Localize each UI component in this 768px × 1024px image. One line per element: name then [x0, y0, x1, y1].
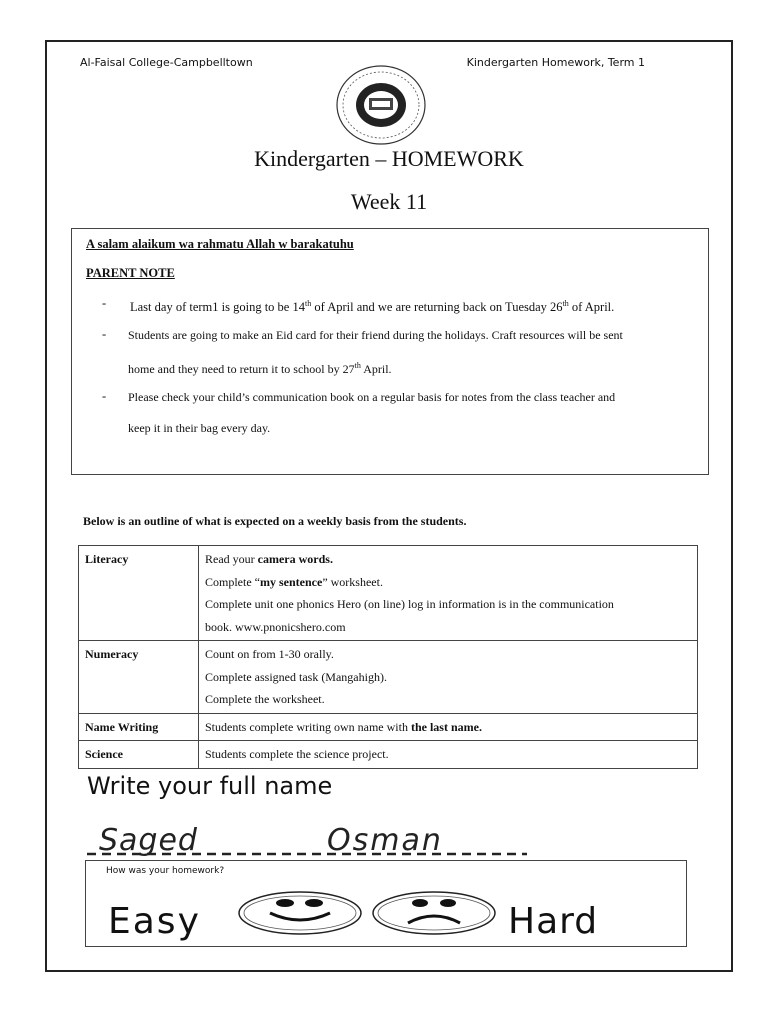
rating-hard-label: Hard	[508, 901, 599, 942]
table-row	[79, 641, 698, 714]
parent-note-box	[71, 228, 709, 475]
subject-science: Science	[79, 741, 199, 769]
note-item-communication-line2: keep it in their bag every day.	[128, 421, 271, 435]
happy-face-icon[interactable]	[236, 889, 364, 937]
page-title: Kindergarten – HOMEWORK	[254, 146, 524, 171]
weekly-tasks-table	[78, 545, 698, 769]
rating-question: How was your homework?	[106, 866, 225, 876]
name-prompt: Write your full name	[87, 772, 333, 800]
rating-easy-label: Easy	[108, 901, 201, 942]
handwritten-name-signature	[87, 812, 527, 864]
bullet-marker: -	[102, 327, 107, 341]
bullet-marker: -	[102, 296, 107, 310]
week-label: Week 11	[350, 189, 428, 214]
table-row	[79, 741, 698, 769]
term-label: Kindergarten Homework, Term 1	[466, 56, 645, 69]
subject-numeracy: Numeracy	[79, 641, 199, 714]
homework-rating-box	[85, 860, 687, 947]
tasks-numeracy: Count on from 1-30 orally. Complete assigned task (Mangahigh). Complete the worksheet.	[199, 641, 698, 714]
school-name: Al-Faisal College-Campbelltown	[80, 56, 253, 69]
svg-text:Saged: Saged	[99, 823, 198, 858]
bullet-marker: -	[102, 389, 107, 403]
greeting: A salam alaikum wa rahmatu Allah w barakatuhu	[86, 237, 354, 251]
homework-page	[45, 40, 733, 972]
outline-intro: Below is an outline of what is expected on a weekly basis from the students.	[83, 514, 467, 528]
note-item-communication-line1: Please check your child’s communication book on a regular basis for notes from the class teacher and	[128, 390, 616, 404]
note-item-term-end: Last day of term1 is going to be 14th of April and we are returning back on Tuesday 26th of April.	[130, 299, 615, 315]
parent-note-heading: PARENT NOTE	[86, 266, 175, 280]
subject-name-writing: Name Writing	[79, 713, 199, 741]
note-item-eid-card-line2: home and they need to return it to school by 27th April.	[128, 361, 392, 376]
college-seal-icon	[335, 64, 427, 146]
svg-text:Osman: Osman	[327, 823, 443, 858]
tasks-literacy: Read your camera words. Complete “my sentence” worksheet. Complete unit one phonics Hero (on line) log in information is in the communication book. www.pnonicshero.com	[199, 546, 698, 641]
table-row	[79, 546, 698, 641]
sad-face-icon[interactable]	[370, 889, 498, 937]
subject-literacy: Literacy	[79, 546, 199, 641]
tasks-name-writing: Students complete writing own name with the last name.	[199, 713, 698, 741]
phonics-hero-link: book. www.pnonicshero.com	[205, 619, 346, 634]
note-item-eid-card-line1: Students are going to make an Eid card for their friend during the holidays. Craft resources will be sent	[128, 328, 623, 342]
tasks-science: Students complete the science project.	[199, 741, 698, 769]
table-row	[79, 713, 698, 741]
